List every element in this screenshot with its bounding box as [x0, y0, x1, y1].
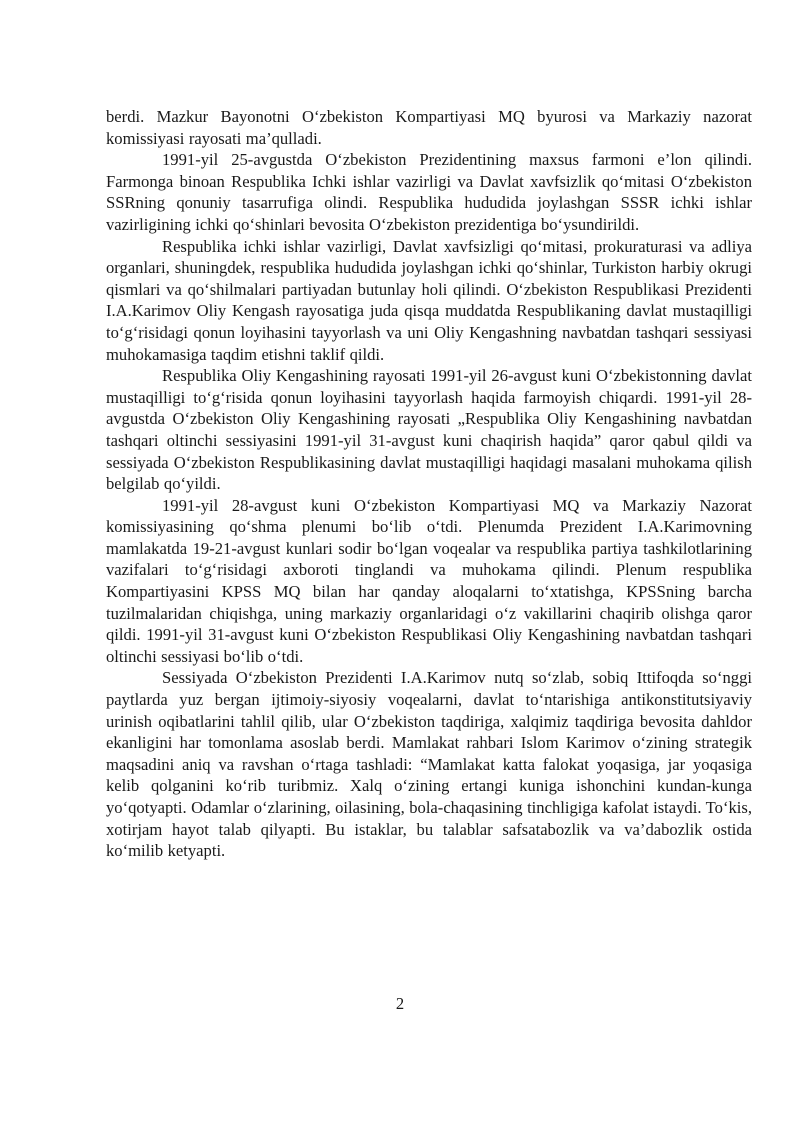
paragraph: Sessiyada O‘zbekiston Prezidenti I.A.Karimov nutq so‘zlab, sobiq Ittifoqda so‘nggi paytlarda yuz bergan ijtimoiy-siyosiy voqealarni, davlat to‘ntarishiga antikonstitutsiyaviy urinish oqibatlarini tahlil qilib, ular O‘zbekiston taqdiriga, xalqimiz taqdiriga bevosita dahldor ekanligini har tomonlama asoslab berdi. Mamlakat rahbari Islom Karimov o‘zining strategik maqsadini aniq va ravshan o‘rtaga tashladi: “Mamlakat katta falokat yoqasiga, jar yoqasiga kelib qolganini ko‘rib turibmiz. Xalq o‘zining ertangi kuniga ishonchini kundan-kunga yo‘qotyapti. Odamlar o‘zlarining, oilasining, bola-chaqasining tinchligiga kafolat istaydi. To‘kis, xotirjam hayot talab qilyapti. Bu istaklar, bu talablar safsatabozlik va va’dabozlik ostida ko‘milib ketyapti. — [106, 668, 752, 861]
paragraph: Respublika ichki ishlar vazirligi, Davlat xavfsizligi qo‘mitasi, prokuraturasi va adliya organlari, shuningdek, respublika hududida joylashgan ichki qo‘shinlar, Turkiston harbiy okrugi qismlari va qo‘shilmalari partiyadan butunlay holi qilindi. O‘zbekiston Respublikasi Prezidenti I.A.Karimov Oliy Kengash rayosatiga juda qisqa muddatda Respublikaning davlat mustaqilligi to‘g‘risidagi qonun loyihasini tayyorlash va uni Oliy Kengashning navbatdan tashqari sessiyasi muhokamasiga taqdim etishni taklif qildi. — [106, 236, 752, 364]
paragraph: 1991-yil 25-avgustda O‘zbekiston Prezidentining maxsus farmoni e’lon qilindi. Farmonga binoan Respublika Ichki ishlar vazirligi va Davlat xavfsizlik qo‘mitasi O‘zbekiston SSRning qonuniy tasarrufiga olindi. Respublika hududida joylashgan SSSR ichki ishlar vazirligining ichki qo‘shinlari bevosita O‘zbekiston prezidentiga bo‘ysundirildi. — [106, 150, 752, 234]
document-body — [106, 106, 752, 862]
paragraph: berdi. Mazkur Bayonotni O‘zbekiston Kompartiyasi MQ byurosi va Markaziy nazorat komissiyasi rayosati ma’qulladi. — [106, 107, 752, 148]
page-number: 2 — [395, 994, 405, 1013]
paragraph: Respublika Oliy Kengashining rayosati 1991-yil 26-avgust kuni O‘zbekistonning davlat mustaqilligi to‘g‘risida qonun loyihasini tayyorlash haqida farmoyish chiqardi. 1991-yil 28-avgustda O‘zbekiston Oliy Kengashining rayosati „Respublika Oliy Kengashining navbatdan tashqari oltinchi sessiyasini 1991-yil 31-avgust kuni chaqirish haqida” qaror qabul qildi va sessiyada O‘zbekiston Respublikasining davlat mustaqilligi haqidagi masalani muhokama qilish belgilab qo‘yildi. — [106, 366, 752, 494]
paragraph: 1991-yil 28-avgust kuni O‘zbekiston Kompartiyasi MQ va Markaziy Nazorat komissiyasining qo‘shma plenumi bo‘lib o‘tdi. Plenumda Prezident I.A.Karimovning mamlakatda 19-21-avgust kunlari sodir bo‘lgan voqealar va respublika partiya tashkilotlarining vazifalari to‘g‘risidagi axboroti tinglandi va muhokama qilindi. Plenum respublika Kompartiyasini KPSS MQ bilan har qanday aloqalarni to‘xtatishga, KPSSning barcha tuzilmalaridan chiqishga, uning markaziy organlaridagi o‘z vakillarini chaqirib olishga qaror qildi. 1991-yil 31-avgust kuni O‘zbekiston Respublikasi Oliy Kengashining navbatdan tashqari oltinchi sessiyasi bo‘lib o‘tdi. — [106, 495, 752, 666]
